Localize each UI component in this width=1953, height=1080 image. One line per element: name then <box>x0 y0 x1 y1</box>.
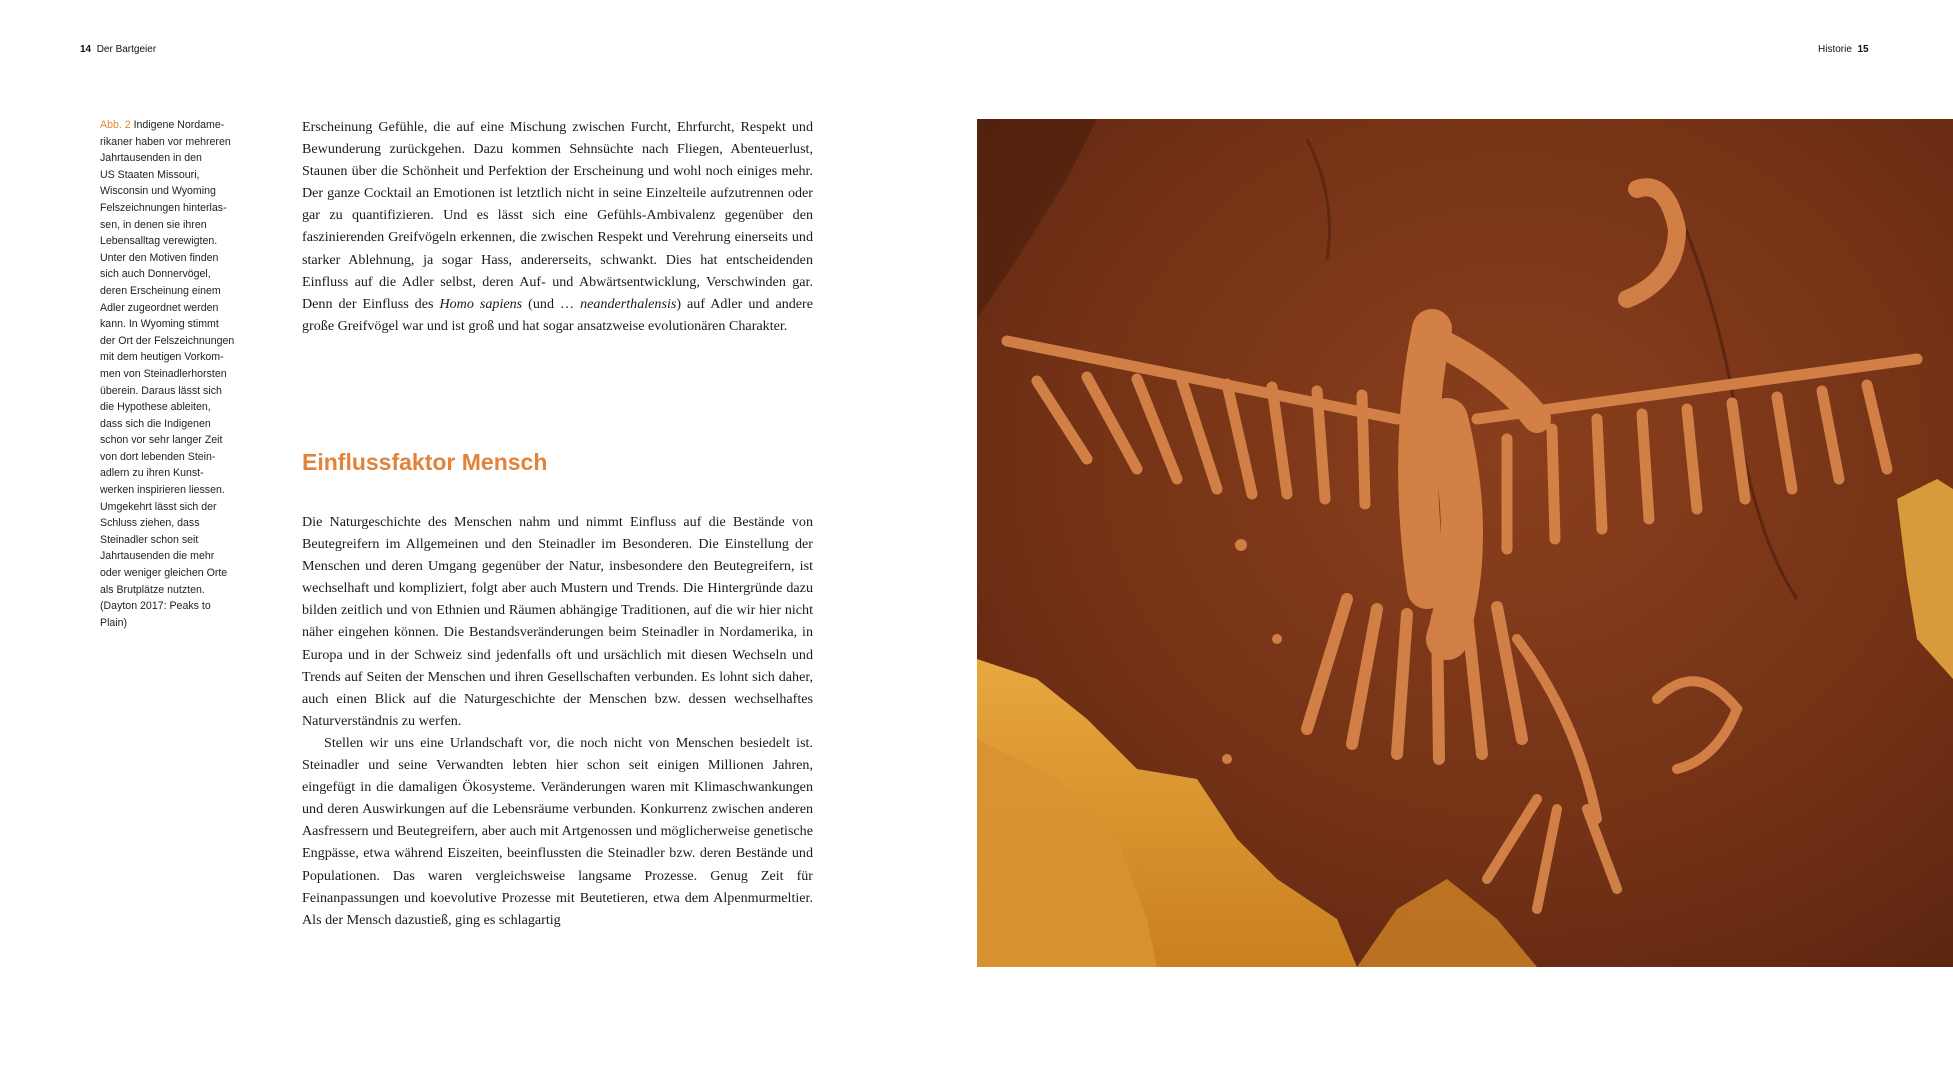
caption-line: von dort lebenden Stein- <box>100 450 216 463</box>
caption-line: Steinadler schon seit <box>100 533 199 546</box>
paragraph-1-italic-homo-sapiens: Homo sapiens <box>439 295 523 312</box>
caption-line: Felszeichnungen hinterlas- <box>100 201 227 214</box>
caption-line: werken inspirieren liessen. <box>100 484 225 497</box>
figure-caption <box>100 117 250 631</box>
page-number-left: 14 <box>80 44 92 55</box>
caption-line: Indigene Nordame- <box>133 119 225 131</box>
page-header-right <box>1818 44 1869 56</box>
caption-line: Unter den Motiven finden <box>100 251 219 264</box>
caption-line: der Ort der Felszeichnungen <box>100 334 235 347</box>
caption-line: als Brutplätze nutzten. <box>100 583 205 596</box>
caption-line: Jahrtausenden in den <box>100 152 202 165</box>
page-number-right: 15 <box>1857 44 1869 55</box>
paragraph-1-text: Erscheinung Gefühle, die auf eine Mischung zwischen Furcht, Ehrfurcht, Respekt und Bewunderung zurückgehen. Dazu kommen Sehnsüchte nach Fliegen, Abenteuerlust, Staunen über die Schönheit und Perfektion der Erscheinung und wohl noch einiges mehr. Der ganze Cocktail an Emotionen ist letztlich nicht in seine Einzelteile aufzutrennen oder gar zu quantifizieren. Und es lässt sich eine Gefühls-Ambivalenz gegenüber den faszinierenden Greifvögeln erkennen, die zwischen Respekt und Verehrung einerseits und starker Ablehnung, ja sogar Hass, andererseits, schwankt. Dies hat entscheidenden Einfluss auf die Adler selbst, deren Auf- und Abwärtsentwicklung, Verschwinden gar. Denn der Einfluss des <box>302 119 813 312</box>
caption-line: Lebensalltag verewigten. <box>100 235 218 248</box>
caption-line: Jahrtausenden die mehr <box>100 550 215 563</box>
figure-label: Abb. 2 <box>100 119 131 131</box>
caption-line: rikaner haben vor mehreren <box>100 135 231 148</box>
running-title-left: Der Bartgeier <box>96 44 157 55</box>
caption-line: mit dem heutigen Vorkom- <box>100 351 224 364</box>
caption-line: men von Steinadlerhorsten <box>100 367 227 380</box>
petroglyph-photo <box>977 119 1953 967</box>
running-title-right: Historie <box>1818 44 1852 55</box>
caption-line: deren Erscheinung einem <box>100 284 221 297</box>
caption-line: die Hypothese ableiten, <box>100 401 211 414</box>
page-header-left <box>80 44 156 56</box>
caption-line: Adler zugeordnet werden <box>100 301 219 314</box>
section-heading: Einflussfaktor Mensch <box>302 449 548 475</box>
caption-line: sen, in denen sie ihren <box>100 218 207 231</box>
caption-line: kann. In Wyoming stimmt <box>100 318 219 331</box>
caption-line: adlern zu ihren Kunst- <box>100 467 204 480</box>
caption-line: Schluss ziehen, dass <box>100 517 200 530</box>
paragraph-3: Stellen wir uns eine Urlandschaft vor, die noch nicht von Menschen besiedelt ist. Steinadler und seine Verwandten lebten hier schon seit einigen Millionen Jahren, eingefügt in die damaligen Ökosysteme. Veränderungen waren mit Klimaschwankungen und deren Auswirkungen auf die Lebensräume verbunden. Konkurrenz zwischen anderen Aasfressern und Beutegreifern, aber auch mit Artgenossen und möglicherweise genetische Engpässe, etwa während Eiszeiten, beeinflussten die Steinadler bzw. deren Bestände und Populationen. Das waren vergleichsweise langsame Prozesse. Genug Zeit für Feinanpassungen und koevolutive Prozesse mit Beutetieren, etwa dem Alpenmurmeltier. Als der Mensch dazustieß, ging es schlagartig <box>302 734 813 928</box>
caption-line: sich auch Donnervögel, <box>100 268 211 281</box>
caption-line: überein. Daraus lässt sich <box>100 384 222 397</box>
paragraph-2: Die Naturgeschichte des Menschen nahm und nimmt Einfluss auf die Bestände von Beutegreifern im Allgemeinen und den Steinadler im Besonderen. Die Einstellung der Menschen und deren Umgang gegenüber der Natur, insbesondere den Beutegreifern, ist wechselhaft und kompliziert, folgt aber auch Mustern und Trends. Die Hintergründe dazu bilden zeitlich und von Ethnien und Räumen abhängige Traditionen, auf die wir hier nicht näher eingehen können. Die Bestandsveränderungen beim Steinadler in Nordamerika, in Europa und in der Schweiz sind jedenfalls oft und ursächlich mit diesen Wechseln und Trends auf Seiten der Menschen und ihren Gesellschaften verbunden. Es lohnt sich daher, auch einen Blick auf die Naturgeschichte der Menschen bzw. dessen wechselhaftes Naturverständnis zu werfen. <box>302 514 813 729</box>
paragraph-1-text: ) auf Adler und andere große Greifvögel war und ist groß und hat sogar ansatzweise evolutionären Charakter. <box>302 295 813 334</box>
caption-line: US Staaten Missouri, <box>100 168 200 181</box>
caption-line: schon vor sehr langer Zeit <box>100 434 223 447</box>
caption-line: (Dayton 2017: Peaks to <box>100 600 211 613</box>
caption-line: Plain) <box>100 616 128 629</box>
caption-line: dass sich die Indigenen <box>100 417 211 430</box>
caption-line: Umgekehrt lässt sich der <box>100 500 217 513</box>
body-paragraph-1 <box>302 116 813 337</box>
caption-line: Wisconsin und Wyoming <box>100 185 216 198</box>
paragraph-1-italic-neanderthalensis: neanderthalensis <box>580 295 677 312</box>
caption-line: oder weniger gleichen Orte <box>100 567 228 580</box>
paragraph-1-text: (und … <box>522 295 581 312</box>
body-paragraphs-2 <box>302 511 813 931</box>
